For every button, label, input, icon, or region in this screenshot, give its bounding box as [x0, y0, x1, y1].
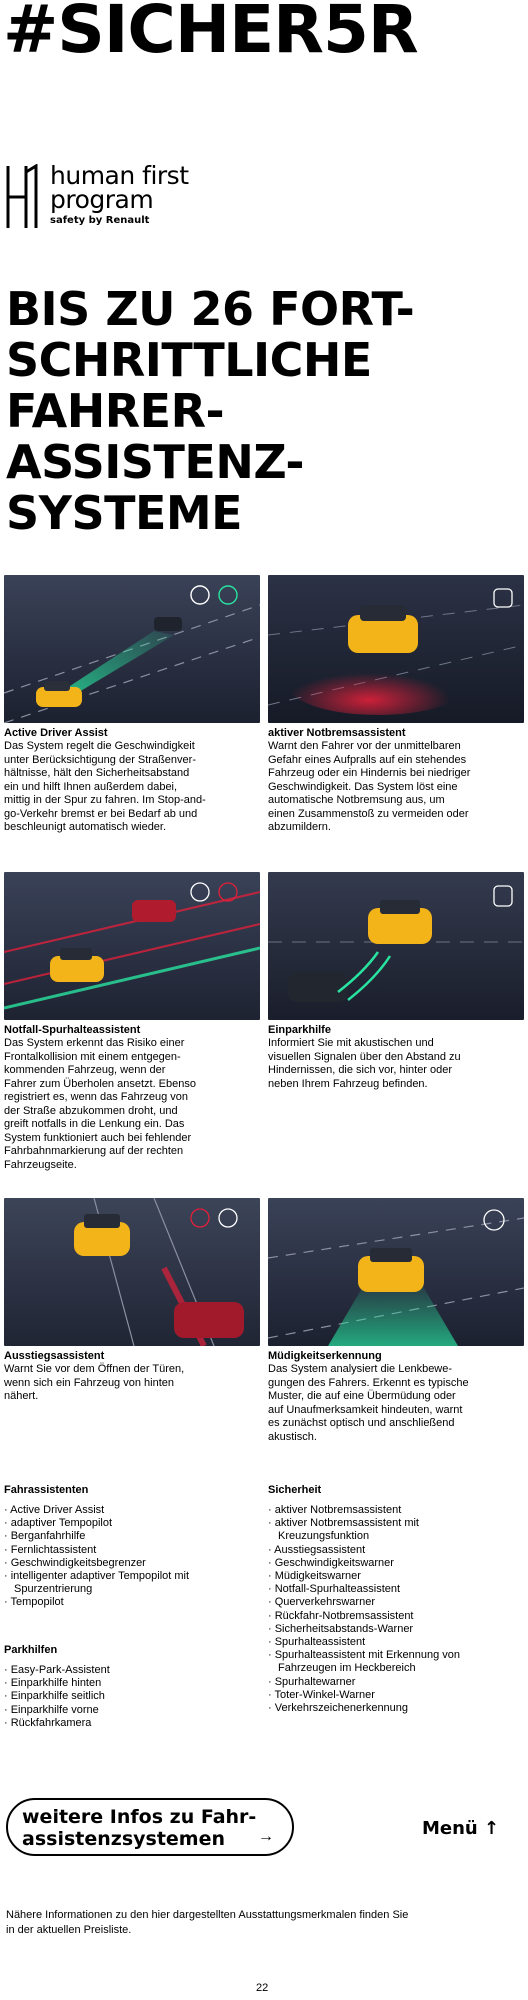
page-headline: #SICHER5R: [3, 0, 418, 68]
list-item: · Spurhalteassistent mit Erkennung von: [268, 1649, 460, 1662]
list-title: Fahrassistenten: [4, 1484, 89, 1496]
feature-image-emergency-brake: [268, 575, 524, 723]
feature-text-line: registriert es, wenn das Fahrzeug von: [4, 1091, 189, 1103]
footnote: [6, 1908, 408, 1938]
list-item: · Sicherheitsabstands-Warner: [268, 1622, 414, 1635]
feature-text-line: wenn sich ein Fahrzeug von hinten: [4, 1376, 174, 1389]
list-item: · Fernlichtassistent: [4, 1543, 97, 1556]
main-title: [6, 284, 414, 539]
human-first-logo: [6, 160, 246, 236]
feature-image-parking-aid: [268, 872, 524, 1020]
arrow-right-icon: →: [258, 1828, 274, 1845]
arrow-up-icon: ↑: [484, 1818, 500, 1839]
more-info-button[interactable]: [6, 1798, 294, 1856]
feature-description: [4, 1363, 260, 1404]
feature-text-line: es zunächst optisch und anschließend: [268, 1417, 455, 1429]
logo-line-2: program: [50, 185, 154, 214]
logo-wordmark: [50, 161, 189, 226]
list-item: · Toter-Winkel-Warner: [268, 1688, 375, 1701]
feature-text-line: Muster, die auf eine Übermüdung oder: [268, 1390, 456, 1402]
menu-label: Menü: [422, 1818, 478, 1839]
list-item: · Rückfahrkamera: [4, 1716, 92, 1729]
feature-image-exit-assist: [4, 1198, 260, 1346]
main-title-line: SYSTEME: [6, 486, 243, 540]
feature-description: [4, 1037, 260, 1172]
feature-text-line: Das System regelt die Geschwindigkeit: [4, 740, 195, 752]
feature-image-fatigue-detection: [268, 1198, 524, 1346]
list-item: · Querverkehrswarner: [268, 1596, 375, 1609]
menu-link[interactable]: [422, 1818, 499, 1839]
main-title-line: ASSISTENZ-: [6, 435, 304, 489]
feature-title: Einparkhilfe: [268, 1024, 331, 1036]
list-item: · Geschwindigkeitswarner: [268, 1556, 394, 1569]
feature-text-line: Hindernissen, die sich vor, hinter oder: [268, 1064, 453, 1076]
feature-text-line: Informiert Sie mit akustischen und: [268, 1037, 434, 1049]
feature-text-line: automatische Notbremsung aus, um: [268, 794, 445, 806]
list-title: Parkhilfen: [4, 1644, 58, 1656]
list-item: · intelligenter adaptiver Tempopilot mit: [4, 1570, 190, 1583]
feature-text-line: Gefahr eines Aufpralls auf ein stehendes: [268, 753, 467, 766]
feature-text-line: nähert.: [4, 1390, 39, 1402]
feature-title: Ausstiegsassistent: [4, 1350, 105, 1362]
feature-text-line: visuellen Signalen über den Abstand zu: [268, 1050, 461, 1063]
list-item: · Easy-Park-Assistent: [4, 1664, 110, 1676]
feature-text-line: gungen des Fahrers. Erkennt es typische: [268, 1376, 469, 1389]
feature-text-line: Geschwindigkeit. Das System löst eine: [268, 780, 458, 793]
list-item: · Spurhalteassistent: [268, 1636, 366, 1649]
feature-description: [268, 1363, 524, 1444]
list-item: · Einparkhilfe seitlich: [4, 1690, 105, 1703]
list-title: Sicherheit: [268, 1484, 322, 1496]
feature-image-driver-assist: [4, 575, 260, 723]
list-item: Spurzentrierung: [14, 1583, 93, 1596]
list-item: Kreuzungsfunktion: [278, 1530, 370, 1543]
list-item: · Notfall-Spurhalteassistent: [268, 1583, 401, 1596]
list-item: · Einparkhilfe hinten: [4, 1677, 102, 1690]
list-item: · Geschwindigkeitsbegrenzer: [4, 1556, 146, 1569]
feature-text-line: Fahrbahnmarkierung auf der rechten: [4, 1145, 184, 1157]
feature-text-line: kommenden Fahrzeug, wenn der: [4, 1064, 166, 1076]
feature-title: aktiver Notbremsassistent: [268, 727, 406, 739]
more-info-line-1: weitere Infos zu Fahr-: [22, 1806, 257, 1828]
feature-title: Active Driver Assist: [4, 727, 108, 739]
feature-text-line: auf Unaufmerksamkeit hindeuten, warnt: [268, 1403, 463, 1416]
feature-text-line: greift notfalls in die Lenkung ein. Das: [4, 1118, 185, 1130]
feature-text-line: Warnt den Fahrer vor der unmittelbaren: [268, 740, 461, 752]
main-title-line: FAHRER-: [6, 384, 225, 438]
feature-exit-assist: [4, 1198, 260, 1404]
more-info-line-2: assistenzsystemen: [22, 1828, 225, 1850]
footnote-line: Nähere Informationen zu den hier dargestellten Ausstattungsmerkmalen finden Sie: [6, 1909, 409, 1921]
feature-text-line: einen Zusammenstoß zu vermeiden oder: [268, 807, 469, 820]
page-number: 22: [256, 1982, 269, 1994]
list-item: · Einparkhilfe vorne: [4, 1703, 99, 1716]
main-title-line: BIS ZU 26 FORT-: [6, 282, 415, 336]
feature-title: Notfall-Spurhalteassistent: [4, 1024, 141, 1036]
list-item: · adaptiver Tempopilot: [4, 1517, 113, 1530]
logo-line-1: human first: [50, 161, 189, 190]
list-item: · Ausstiegsassistent: [268, 1543, 366, 1556]
feature-text-line: Das System analysiert die Lenkbewe-: [268, 1363, 453, 1375]
list-item: · Active Driver Assist: [4, 1504, 105, 1516]
feature-description: [268, 1037, 524, 1091]
list-item: · aktiver Notbremsassistent: [268, 1504, 402, 1516]
feature-text-line: System funktioniert auch bei fehlender: [4, 1131, 192, 1144]
feature-active-driver-assist: [4, 575, 260, 835]
list-item: · Müdigkeitswarner: [268, 1570, 361, 1583]
feature-parking-aid: [268, 872, 524, 1091]
feature-text-line: Warnt Sie vor dem Öffnen der Türen,: [4, 1363, 185, 1375]
feature-text-line: akustisch.: [268, 1430, 317, 1443]
footnote-line: in der aktuellen Preisliste.: [6, 1924, 132, 1936]
feature-text-line: Fahrzeug oder ein Hindernis bei niedriger: [268, 767, 471, 779]
list-item: · Spurhaltewarner: [268, 1675, 356, 1688]
feature-description: [4, 740, 260, 835]
list-item: · Rückfahr-Notbremsassistent: [268, 1609, 414, 1622]
list-sicherheit: [268, 1483, 460, 1715]
human-first-logo-mark: [6, 164, 40, 230]
list-item: · Verkehrszeichenerkennung: [268, 1702, 409, 1715]
feature-text-line: neben Ihrem Fahrzeug befinden.: [268, 1077, 428, 1090]
feature-text-line: mittig in der Spur zu fahren. Im Stop-and-: [4, 794, 206, 806]
feature-description: [268, 740, 524, 835]
feature-emergency-brake: [268, 575, 524, 835]
feature-text-line: der Straße abzukommen droht, und: [4, 1104, 178, 1117]
feature-text-line: Fahrer zum Überholen ansetzt. Ebenso: [4, 1077, 196, 1090]
list-item: · Berganfahrhilfe: [4, 1530, 86, 1543]
feature-text-line: ein und hilft Ihnen außerdem dabei,: [4, 780, 178, 793]
feature-text-line: abzumildern.: [268, 821, 331, 833]
feature-title: Müdigkeitserkennung: [268, 1350, 382, 1362]
feature-text-line: beschleunigt automatisch wieder.: [4, 821, 167, 833]
list-item: · Tempopilot: [4, 1596, 64, 1609]
list-fahrassistenten: [4, 1483, 189, 1610]
feature-image-lane-keep: [4, 872, 260, 1020]
feature-text-line: go-Verkehr bremst er bei Bedarf ab und: [4, 807, 198, 820]
logo-subline: safety by Renault: [50, 215, 150, 226]
list-parkhilfen: [4, 1643, 110, 1730]
feature-text-line: unter Berücksichtigung der Straßenver-: [4, 753, 196, 766]
list-item: Fahrzeugen im Heckbereich: [278, 1662, 416, 1675]
feature-text-line: Das System erkennt das Risiko einer: [4, 1037, 185, 1049]
feature-text-line: hältnisse, hält den Sicherheitsabstand: [4, 767, 190, 779]
feature-lane-keep: [4, 872, 260, 1172]
feature-text-line: Fahrzeugseite.: [4, 1158, 77, 1171]
list-item: · aktiver Notbremsassistent mit: [268, 1517, 419, 1530]
feature-text-line: Frontalkollision mit einem entgegen-: [4, 1050, 181, 1063]
feature-fatigue-detection: [268, 1198, 524, 1444]
main-title-line: SCHRITTLICHE: [6, 333, 372, 387]
